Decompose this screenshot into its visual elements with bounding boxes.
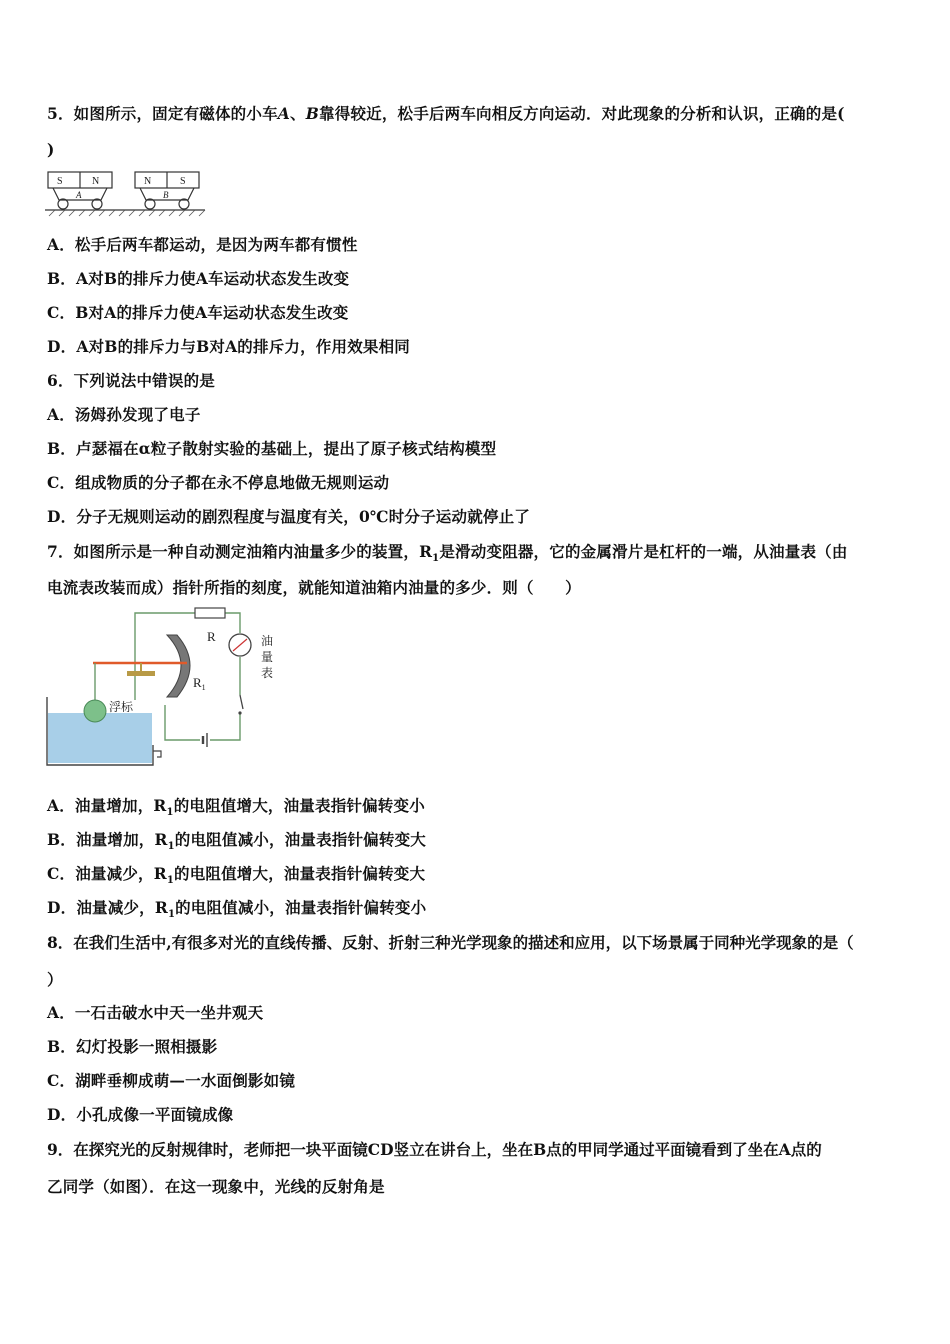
q5-stem: 5．如图所示，固定有磁体的小车A、B靠得较近，松手后两车向相反方向运动．对此现象的分析和认识，正确的是(	[47, 104, 845, 123]
right-magnet-pole-n: N	[144, 176, 152, 187]
q5-option-c: C．B对A的排斥力使A车运动状态发生改变	[47, 303, 349, 322]
q6-option-b: B．卢瑟福在α粒子散射实验的基础上，提出了原子核式结构模型	[47, 439, 497, 458]
oil-gauge-figure	[45, 605, 285, 775]
switch	[240, 695, 243, 709]
float-label: 浮标	[109, 700, 134, 714]
q6-option-d: D．分子无规则运动的剧烈程度与温度有关，0℃时分子运动就停止了	[47, 507, 531, 526]
resistor-r	[195, 608, 225, 618]
q5-option-a: A．松手后两车都运动，是因为两车都有惯性	[47, 235, 358, 254]
q6-stem: 6．下列说法中错误的是	[47, 371, 215, 390]
resistor-r-label: R	[207, 629, 216, 644]
q5-option-d: D．A对B的排斥力与B对A的排斥力，作用效果相同	[47, 337, 410, 356]
left-magnet-pole-n: N	[92, 176, 100, 187]
q7-option-a: A．油量增加，$R_1$的电阻值增大，油量表指针偏转变小	[47, 796, 425, 819]
oil-meter-label: 油量表	[261, 634, 274, 680]
q8-stem-close: ）	[47, 970, 63, 989]
q5-stem-close: )	[47, 140, 55, 159]
cart-a-label: A	[76, 190, 82, 200]
cart-b-label: B	[163, 190, 169, 200]
rheostat-r1	[167, 635, 190, 697]
q7-stem-line2: 电流表改装而成）指针所指的刻度，就能知道油箱内油量的多少．则（ ）	[47, 578, 581, 597]
q7-stem-line1: 7．如图所示是一种自动测定油箱内油量多少的装置，$R_1$是滑动变阻器，它的金属滑片是杠杆的一端，从油量表（由	[47, 542, 848, 565]
q8-option-a: A．一石击破水中天一坐井观天	[47, 1003, 264, 1022]
rheostat-r1-label: $R_1$	[193, 675, 206, 692]
pivot	[127, 671, 155, 676]
q6-option-a: A．汤姆孙发现了电子	[47, 405, 201, 424]
float	[84, 700, 106, 722]
q5-option-b: B．A对B的排斥力使A车运动状态发生改变	[47, 269, 350, 288]
q9-stem-line2: 乙同学（如图）．在这一现象中，光线的反射角是	[47, 1177, 385, 1196]
q8-option-b: B．幻灯投影一照相摄影	[47, 1037, 218, 1056]
q8-stem: 8．在我们生活中,有很多对光的直线传播、反射、折射三种光学现象的描述和应用，以下场景属于同种光学现象的是（	[47, 933, 854, 952]
q7-option-b: B．油量增加，$R_1$的电阻值减小，油量表指针偏转变大	[47, 830, 426, 853]
right-magnet-pole-s: S	[180, 176, 186, 187]
q8-option-c: C．湖畔垂柳成萌—一水面倒影如镜	[47, 1071, 296, 1090]
q9-stem-line1: 9．在探究光的反射规律时，老师把一块平面镜CD竖立在讲台上，坐在B点的甲同学通过平面镜看到了坐在A点的	[47, 1140, 822, 1159]
q6-option-c: C．组成物质的分子都在永不停息地做无规则运动	[47, 473, 390, 492]
left-magnet-pole-s: S	[57, 176, 63, 187]
tank-tap	[153, 751, 161, 757]
q7-option-c: C．油量减少，$R_1$的电阻值增大，油量表指针偏转变大	[47, 864, 426, 887]
q8-option-d: D．小孔成像一平面镜成像	[47, 1105, 234, 1124]
magnet-carts-figure	[45, 168, 207, 218]
q7-option-d: D．油量减少，$R_1$的电阻值减小，油量表指针偏转变小	[47, 898, 427, 921]
